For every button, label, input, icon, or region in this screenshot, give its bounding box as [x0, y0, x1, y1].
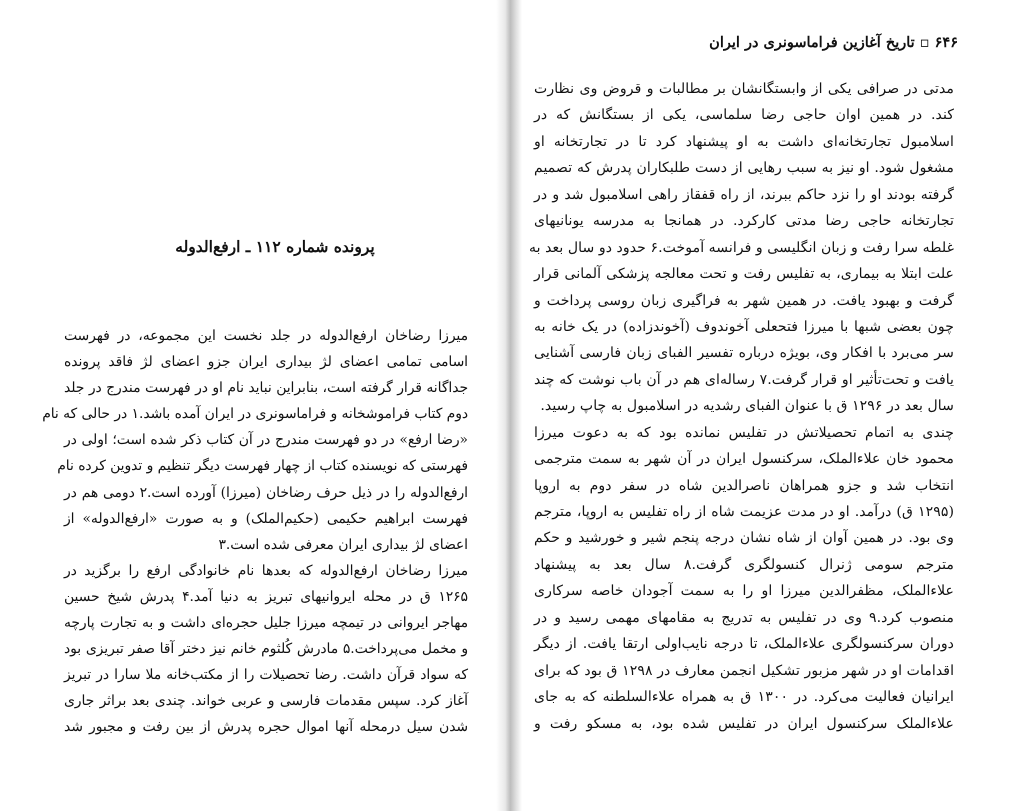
book-gutter — [496, 0, 522, 811]
text-line: چندی به اتمام تحصیلاتش در تفلیس نمانده بود که به دعوت میرزا — [534, 424, 954, 441]
text-line: انتخاب شد و جزو همراهان ناصرالدین شاه در سفر دوم به اروپا — [534, 477, 954, 494]
text-line: علت ابتلا به بیماری، به تفلیس رفت و تحت معالجه پزشکی آلمانی قرار — [534, 266, 954, 283]
text-line: چون بعضی شبها با میرزا فتحعلی آخوندوف (آخوندزاده) در یک خانه به — [534, 318, 954, 335]
text-line: غلطه سرا رفت و زبان انگلیسی و فرانسه آموخت.۶ حدود دو سال بعد به — [529, 239, 954, 256]
text-line: فهرست ابراهیم حکیمی (حکیم‌الملک) و به صورت «ارفع‌الدوله» از — [64, 510, 468, 527]
text-line: «رضا ارفع» در دو فهرست مندرج در آن کتاب ذکر شده است؛ اولی در — [64, 432, 468, 449]
text-line: آغاز کرد. سپس مقدمات فارسی و عربی خواند. چندی بعد براثر جاری — [64, 693, 468, 710]
left-page — [0, 0, 496, 811]
text-line: دوران سرکنسولگری علاءالملک، تا درجه نایب‌اولی ارتقا یافت. از دیگر — [534, 636, 954, 653]
text-line: فهرستی که نویسنده کتاب از چهار فهرست دیگر تنظیم و تدوین کرده نام — [57, 458, 468, 475]
text-line: و مخمل می‌پرداخت.۵ مادرش کُلثوم خانم نیز دختر آقا صفر تبریزی بود — [64, 641, 469, 658]
text-line: مهاجر ایروانی در تیمچه میرزا جلیل حجره‌ای داشت و به تجارت پارچه — [64, 615, 468, 632]
text-line: یافت و تحت‌تأثیر او قرار گرفت.۷ رساله‌ای هم در آن باب نوشت که چند — [534, 371, 954, 388]
running-header: ۶۴۶ ▫ تاریخ آغازین فراماسونری در ایران — [709, 34, 958, 51]
text-line: سر می‌برد با افکار وی، بویژه درباره تفسیر الفبای زبان فارسی آشنایی — [534, 345, 954, 362]
text-line: محمود خان علاءالملک، سرکنسول ایران در آن شهر به سمت مترجمی — [534, 451, 954, 468]
text-line: که سواد قرآن داشت. رضا تحصیلات را از مکتب‌خانه ملا سارا در تبریز — [64, 667, 468, 684]
text-line: دوم کتاب فراموشخانه و فراماسونری در ایران آمده باشد.۱ در حالی که نام — [42, 406, 468, 423]
text-line: میرزا رضاخان ارفع‌الدوله که بعدها نام خانوادگی ارفع را برگزید در — [64, 562, 468, 579]
text-line: شدن سیل درمحله آنها اموال حجره پدرش از بین رفت و مجبور شد — [64, 719, 468, 736]
text-line: مدتی در صرافی یکی از وابستگانشان بر مطالبات و قروض وی نظارت — [534, 81, 954, 97]
text-line: علاءالملک، مظفرالدین میرزا او را به سمت آجودان خاصه سرکاری — [534, 583, 954, 600]
text-line: میرزا رضاخان ارفع‌الدوله در جلد نخست این مجموعه، در فهرست — [64, 328, 468, 344]
text-line: علاءالملک سرکنسول ایران در تفلیس شده بود، به مسکو رفت و — [534, 715, 954, 732]
text-line: اسلامبول تجارتخانه‌ای داشت به او پیشنهاد کرد تا در تجارتخانه او — [534, 133, 954, 150]
text-line: اقدامات او در شهر مزبور تشکیل انجمن معارف در ۱۲۹۸ ق بود که برای — [534, 662, 955, 679]
section-title: پرونده شماره ۱۱۲ ـ ارفع‌الدوله — [175, 237, 375, 256]
text-line: اسامی تمامی اعضای لژ بیداری ایران جزو اعضای لژ فاقد پرونده — [64, 354, 468, 371]
text-line: (۱۲۹۵ ق) درآمد. او در مدت عزیمت شاه از راه تفلیس به اروپا، مترجم — [534, 504, 954, 520]
text-line: جداگانه قرار گرفته است، بنابراین نباید نام او در فهرست مندرج در جلد — [64, 380, 468, 397]
text-line: سال بعد در ۱۲۹۶ ق با عنوان الفبای رشدیه در اسلامبول به چاپ رسید. — [540, 398, 954, 415]
text-line: گرفته بودند او را نزد حاکم ببرند، از راه قفقاز راهی اسلامبول شد و در — [534, 186, 954, 203]
text-line: ۱۲۶۵ ق در محله ایروانیهای تبریز به دنیا آمد.۴ پدرش شیخ حسین — [64, 588, 468, 605]
text-line: گرفت و بهبود یافت. در همین شهر به فراگیری زبان روسی پرداخت و — [534, 292, 954, 309]
text-line: تجارتخانه حاجی رضا مدتی کارکرد. در همانجا به مدرسه یونانیهای — [534, 213, 954, 230]
text-line: ارفع‌الدوله را در ذیل حرف رضاخان (میرزا) آورده است.۲ دومی هم در — [64, 484, 468, 501]
text-line: ایرانیان فعالیت می‌کرد. در ۱۳۰۰ ق به همراه علاءالسلطنه که به جای — [534, 689, 954, 706]
text-line: اعضای لژ بیداری ایران معرفی شده است.۳ — [218, 536, 468, 553]
right-page-text — [529, 76, 955, 737]
text-line: کند. در همین اوان حاجی رضا سلماسی، یکی از بستگانش که در — [534, 107, 954, 124]
left-page-text — [42, 323, 469, 741]
text-line: منصوب کرد.۹ وی در تفلیس به تدریج به مقامهای مهمی رسید و در — [534, 609, 954, 626]
text-line: مترجم سومی ژنرال کنسولگری گرفت.۸ سال بعد به پیشنهاد — [534, 556, 954, 573]
text-line: وی بود. در همین آوان از شاه نشان درجه پنجم شیر و خورشید و حکم — [534, 530, 954, 547]
text-line: مشغول شود. او نیز به سبب رهایی از دست طلبکاران پدرش که تصمیم — [534, 160, 954, 177]
